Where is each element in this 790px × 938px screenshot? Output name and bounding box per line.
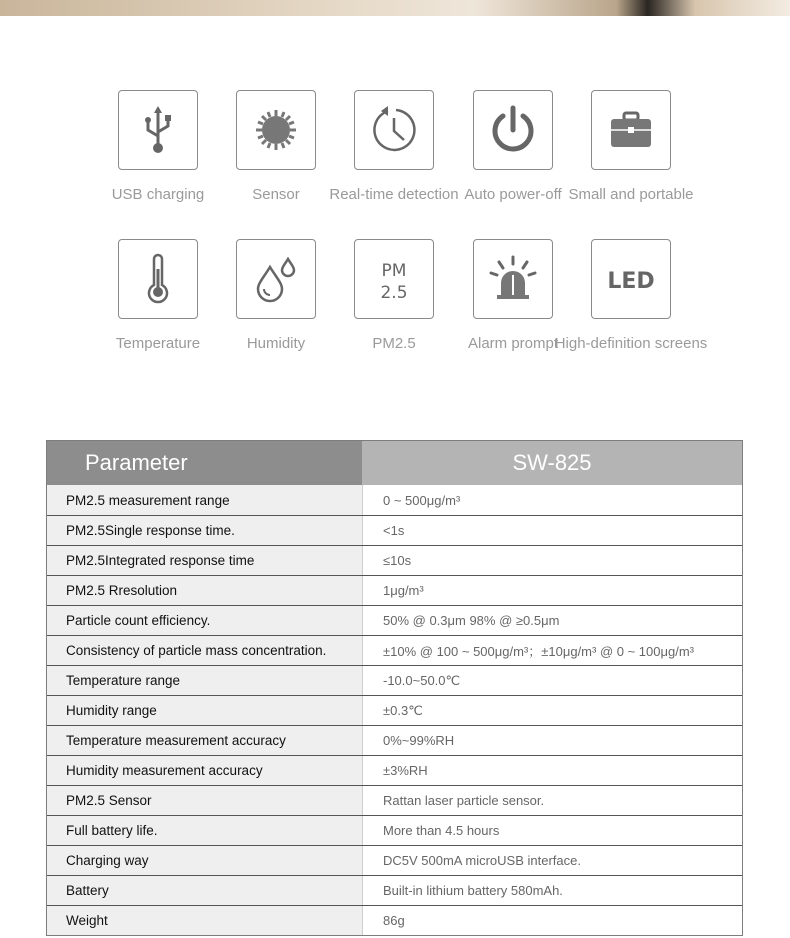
led-icon <box>591 239 671 319</box>
table-row <box>47 545 742 575</box>
table-row <box>47 875 742 905</box>
param-name-cell: Temperature range <box>47 666 362 695</box>
feature-label: Alarm prompt <box>467 335 559 352</box>
param-name-cell: PM2.5 Sensor <box>47 786 362 815</box>
param-value-cell: 0%~99%RH <box>362 726 742 755</box>
feature-small-and-portable <box>546 90 716 203</box>
param-name-cell: Particle count efficiency. <box>47 606 362 635</box>
param-value-cell: <1s <box>362 516 742 545</box>
param-value-cell: DC5V 500mA microUSB interface. <box>362 846 742 875</box>
briefcase-icon <box>591 90 671 170</box>
table-row <box>47 905 742 935</box>
param-value-cell: 86g <box>362 906 742 935</box>
feature-label: Real-time detection <box>329 186 459 203</box>
feature-high-definition-screens <box>546 239 716 352</box>
table-row <box>47 485 742 515</box>
thermometer-icon <box>118 239 198 319</box>
feature-label: USB charging <box>111 186 205 203</box>
top-banner-image <box>0 0 790 16</box>
header-parameter: Parameter <box>47 441 362 485</box>
feature-label: Humidity <box>246 335 306 352</box>
pm25-icon-text-bottom: 2.5 <box>380 283 408 303</box>
feature-label: Temperature <box>115 335 201 352</box>
table-row <box>47 665 742 695</box>
led-icon-text: LED <box>607 269 655 294</box>
table-body <box>47 485 742 935</box>
param-name-cell: Humidity range <box>47 696 362 725</box>
table-row <box>47 755 742 785</box>
pm25-icon-text-top: PM <box>381 261 407 281</box>
param-value-cell: Built-in lithium battery 580mAh. <box>362 876 742 905</box>
table-row <box>47 695 742 725</box>
param-value-cell: 1μg/m³ <box>362 576 742 605</box>
param-name-cell: PM2.5 Rresolution <box>47 576 362 605</box>
param-name-cell: Battery <box>47 876 362 905</box>
usb-icon <box>118 90 198 170</box>
param-value-cell: ±10% @ 100 ~ 500μg/m³；±10μg/m³ @ 0 ~ 100μg/m³ <box>362 636 742 665</box>
param-value-cell: ≤10s <box>362 546 742 575</box>
param-value-cell: 0 ~ 500μg/m³ <box>362 485 742 515</box>
param-name-cell: Full battery life. <box>47 816 362 845</box>
param-value-cell: ±3%RH <box>362 756 742 785</box>
param-name-cell: PM2.5 measurement range <box>47 485 362 515</box>
param-value-cell: Rattan laser particle sensor. <box>362 786 742 815</box>
param-name-cell: Charging way <box>47 846 362 875</box>
feature-label: Small and portable <box>568 186 694 203</box>
power-icon <box>473 90 553 170</box>
table-row <box>47 635 742 665</box>
table-row <box>47 605 742 635</box>
param-value-cell: ±0.3℃ <box>362 696 742 725</box>
clock-icon <box>354 90 434 170</box>
feature-label: PM2.5 <box>372 335 416 352</box>
param-name-cell: PM2.5Single response time. <box>47 516 362 545</box>
param-value-cell: More than 4.5 hours <box>362 816 742 845</box>
table-row <box>47 785 742 815</box>
table-row <box>47 845 742 875</box>
feature-label: Auto power-off <box>464 186 562 203</box>
param-value-cell: -10.0~50.0℃ <box>362 666 742 695</box>
table-row <box>47 515 742 545</box>
pm25-icon <box>354 239 434 319</box>
header-model: SW-825 <box>362 441 742 485</box>
param-value-cell: 50% @ 0.3μm 98% @ ≥0.5μm <box>362 606 742 635</box>
param-name-cell: Humidity measurement accuracy <box>47 756 362 785</box>
table-row <box>47 815 742 845</box>
alarm-icon <box>473 239 553 319</box>
droplets-icon <box>236 239 316 319</box>
param-name-cell: Consistency of particle mass concentration. <box>47 636 362 665</box>
table-header <box>47 441 742 485</box>
parameter-table <box>46 440 743 936</box>
param-name-cell: Temperature measurement accuracy <box>47 726 362 755</box>
param-name-cell: PM2.5Integrated response time <box>47 546 362 575</box>
table-row <box>47 725 742 755</box>
feature-label: High-definition screens <box>554 335 708 352</box>
param-name-cell: Weight <box>47 906 362 935</box>
table-row <box>47 575 742 605</box>
feature-label: Sensor <box>252 186 300 203</box>
sensor-icon <box>236 90 316 170</box>
